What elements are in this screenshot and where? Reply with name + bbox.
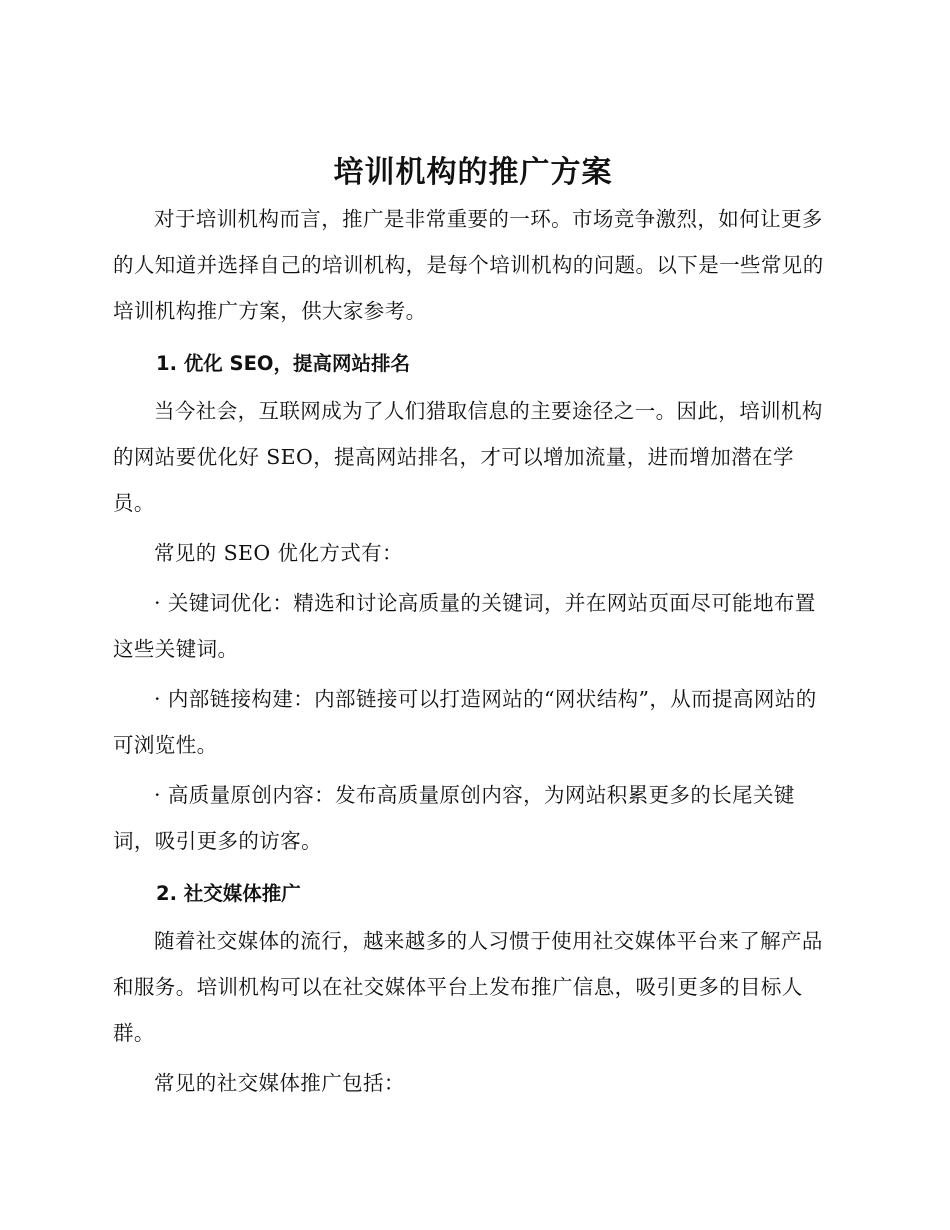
social-media-list-intro: 常见的社交媒体推广包括： [154,1071,405,1095]
seo-bullet-internal-links: · 内部链接构建：内部链接可以打造网站的“网状结构”，从而提高网站的可浏览性。 [113,687,817,757]
seo-paragraph: 当今社会，互联网成为了人们猎取信息的主要途径之一。因此，培训机构的网站要优化好 SEO，提高网站排名，才可以增加流量，进而增加潜在学员。 [113,399,823,515]
section-heading-seo: 1. 优化 SEO，提高网站排名 [156,352,410,375]
section-heading-social-media: 2. 社交媒体推广 [156,882,301,905]
document-title: 培训机构的推广方案 [333,155,613,190]
seo-bullet-keywords: · 关键词优化：精选和讨论高质量的关键词，并在网站页面尽可能地布置这些关键词。 [113,591,816,661]
document-page [113,150,833,1106]
seo-methods-intro: 常见的 SEO 优化方式有： [154,541,403,565]
social-media-paragraph: 随着社交媒体的流行，越来越多的人习惯于使用社交媒体平台来了解产品和服务。培训机构可以在社交媒体平台上发布推广信息，吸引更多的目标人群。 [113,929,823,1045]
seo-bullet-original-content: · 高质量原创内容：发布高质量原创内容，为网站积累更多的长尾关键词，吸引更多的访客。 [113,783,795,853]
intro-paragraph: 对于培训机构而言，推广是非常重要的一环。市场竞争激烈，如何让更多的人知道并选择自己的培训机构，是每个培训机构的问题。以下是一些常见的培训机构推广方案，供大家参考。 [113,207,824,323]
